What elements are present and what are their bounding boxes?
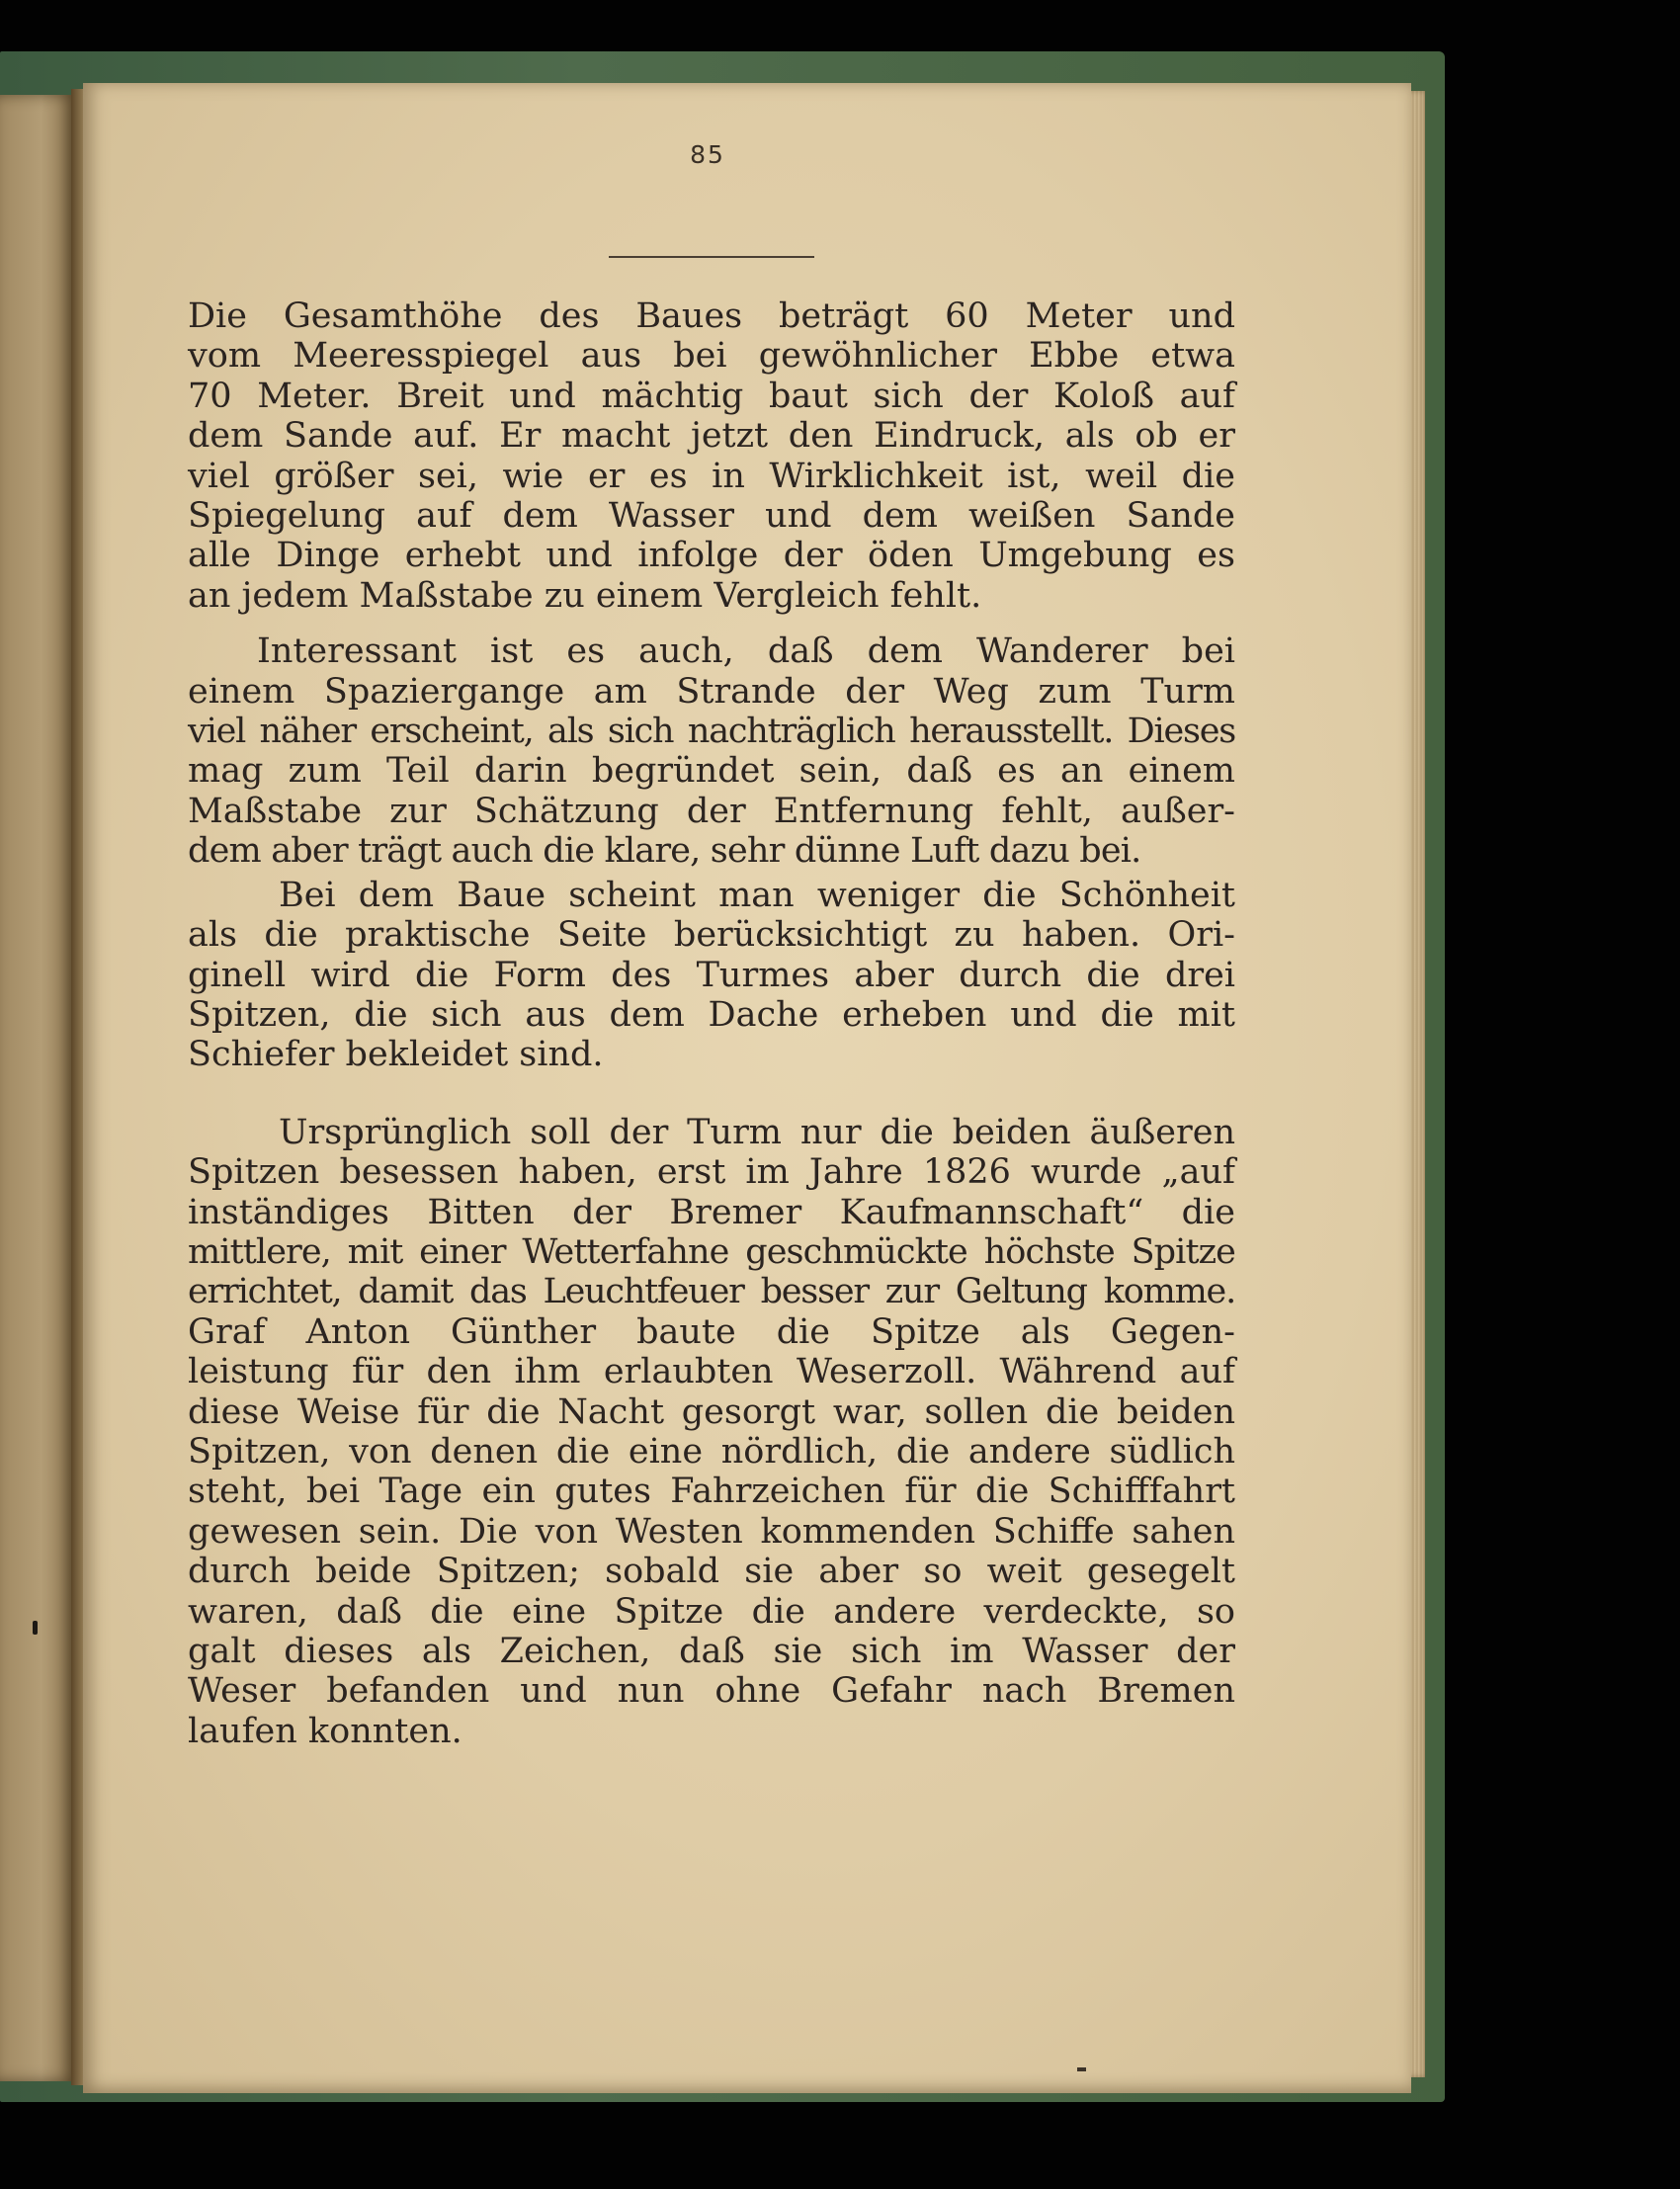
text-line: Bei dem Baue scheint man weniger die Schönheit — [279, 875, 1235, 915]
text-line: laufen konnten. — [188, 1711, 462, 1751]
body-text — [188, 296, 1235, 1751]
text-line: Interessant ist es auch, daß dem Wanderer bei — [257, 631, 1235, 672]
page-number: 85 — [690, 140, 725, 169]
text-line: inständiges Bitten der Bremer Kaufmannschaft“ die — [188, 1192, 1235, 1232]
text-line: Weser befanden und nun ohne Gefahr nach Bremen — [188, 1671, 1235, 1712]
text-line: alle Dinge erhebt und infolge der öden Umgebung es — [188, 536, 1235, 576]
bottom-mark — [1077, 2067, 1086, 2071]
paragraph — [188, 296, 1235, 616]
text-line: durch beide Spitzen; sobald sie aber so weit gesegelt — [188, 1552, 1235, 1592]
paragraph — [188, 631, 1235, 871]
paragraph-gap — [188, 616, 1235, 631]
text-line: Spitzen, von denen die eine nördlich, die andere südlich — [188, 1431, 1235, 1472]
text-line: Die Gesamthöhe des Baues beträgt 60 Meter und — [188, 296, 1235, 336]
text-line: Schiefer bekleidet sind. — [188, 1035, 604, 1075]
text-line: einem Spaziergange am Strande der Weg zum Turm — [188, 671, 1235, 712]
text-line: diese Weise für die Nacht gesorgt war, sollen die beiden — [188, 1391, 1235, 1432]
previous-page-edge — [0, 95, 75, 2081]
margin-mark — [33, 1621, 38, 1635]
text-line: Spitzen, die sich aus dem Dache erheben und die mit — [188, 994, 1235, 1035]
text-line: ginell wird die Form des Turmes aber durch die drei — [188, 955, 1235, 995]
text-line: steht, bei Tage ein gutes Fahrzeichen für die Schifffahrt — [188, 1472, 1235, 1512]
text-line: 70 Meter. Breit und mächtig baut sich der Koloß auf — [188, 376, 1235, 416]
text-line: gewesen sein. Die von Westen kommenden Schiffe sahen — [188, 1511, 1235, 1552]
text-line: dem Sande auf. Er macht jetzt den Eindruck, als ob er — [188, 416, 1235, 457]
text-line: Spitzen besessen haben, erst im Jahre 1826 wurde „auf — [188, 1152, 1235, 1193]
text-line: Maßstabe zur Schätzung der Entfernung fehlt, außer- — [188, 791, 1235, 831]
text-line: viel größer sei, wie er es in Wirklichkeit ist, weil die — [188, 456, 1235, 496]
text-line: vom Meeresspiegel aus bei gewöhnlicher Ebbe etwa — [188, 336, 1235, 377]
text-line: dem aber trägt auch die klare, sehr dünne Luft dazu bei. — [188, 831, 1141, 872]
text-line: Spiegelung auf dem Wasser und dem weißen Sande — [188, 496, 1235, 537]
text-line: mag zum Teil darin begründet sein, daß es an einem — [188, 751, 1235, 792]
paragraph — [188, 876, 1235, 1075]
text-line: waren, daß die eine Spitze die andere verdeckte, so — [188, 1591, 1235, 1632]
text-line: als die praktische Seite berücksichtigt zu haben. Ori- — [188, 915, 1235, 956]
text-line: Ursprünglich soll der Turm nur die beiden äußeren — [279, 1112, 1235, 1152]
text-line: an jedem Maßstabe zu einem Vergleich fehlt. — [188, 575, 982, 616]
text-line: Graf Anton Günther baute die Spitze als Gegen- — [188, 1311, 1235, 1352]
text-line: mittlere, mit einer Wetterfahne geschmückte höchste Spitze — [188, 1231, 1235, 1272]
text-line: errichtet, damit das Leuchtfeuer besser zur Geltung komme. — [188, 1272, 1235, 1312]
text-line: galt dieses als Zeichen, daß sie sich im Wasser der — [188, 1632, 1235, 1671]
paragraph — [188, 1113, 1235, 1752]
paragraph-gap — [188, 1075, 1235, 1113]
text-line: leistung für den ihm erlaubten Weserzoll. Während auf — [188, 1352, 1235, 1392]
header-rule — [609, 256, 814, 258]
text-line: viel näher erscheint, als sich nachträglich herausstellt. Dieses — [188, 712, 1235, 752]
